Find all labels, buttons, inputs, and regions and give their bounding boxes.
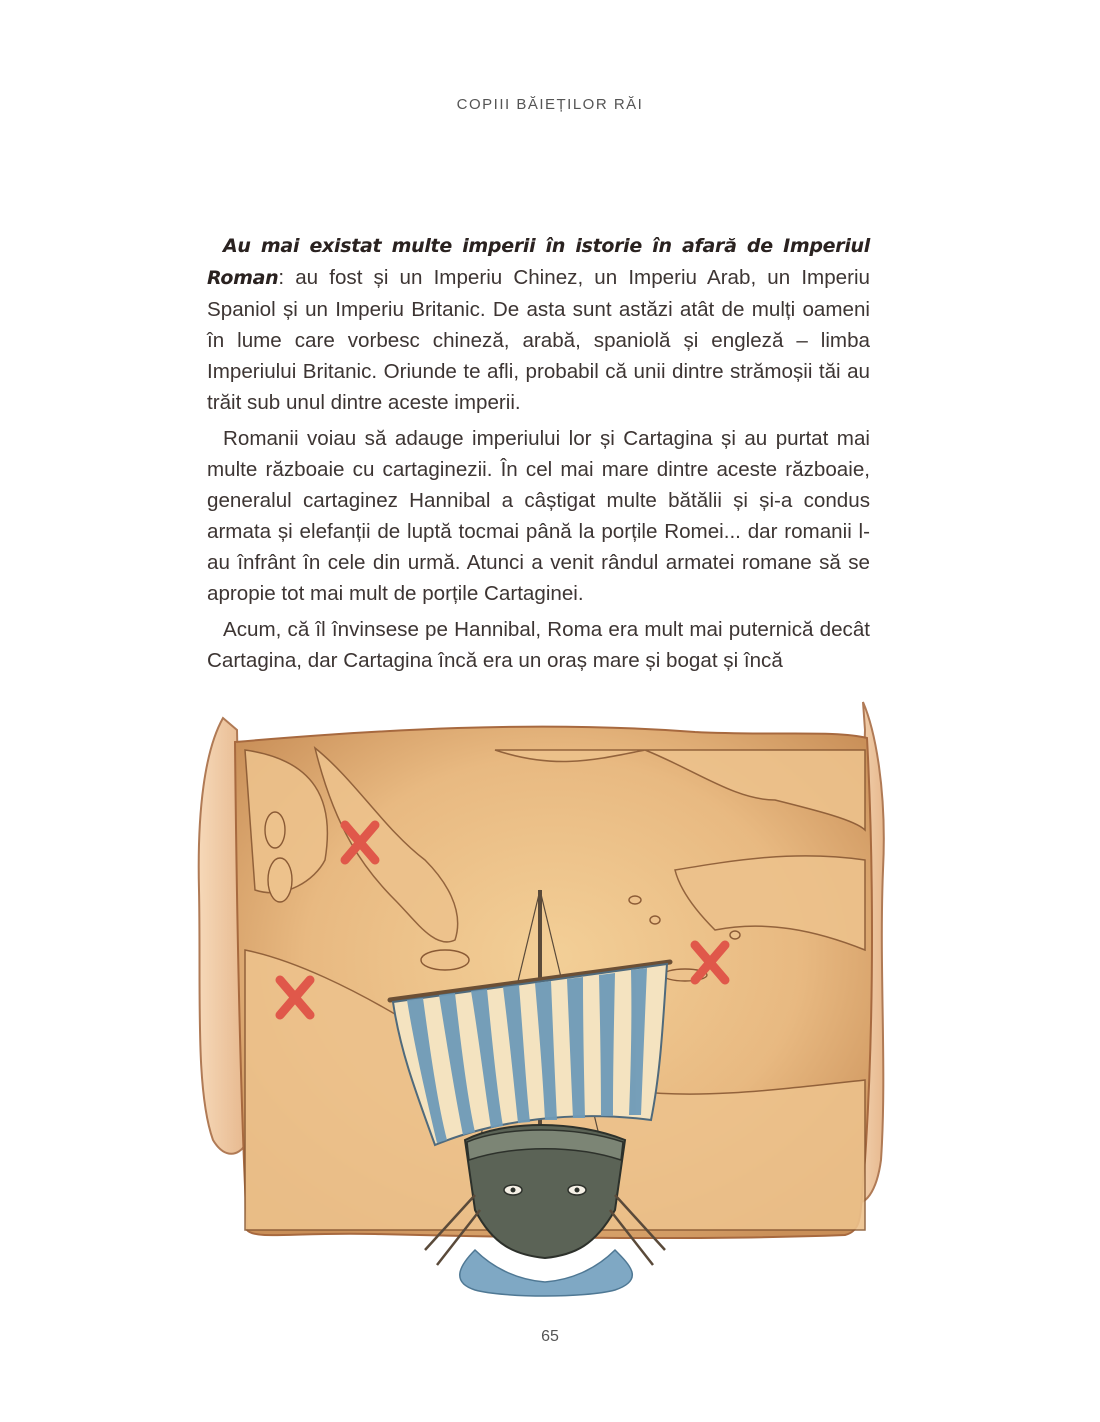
map-ship-illustration xyxy=(175,690,935,1310)
running-title: COPIII BĂIEȚILOR RĂI xyxy=(456,96,644,113)
paragraph-3: Acum, că îl învinsese pe Hannibal, Roma era mult mai puternică decât Cartagina, dar Cartagina încă era un oraș mare și bogat și încă xyxy=(207,618,870,672)
paragraph-2: Romanii voiau să adauge imperiului lor și Cartagina și au purtat mai multe războaie cu cartaginezii. În cel mai mare dintre aceste războaie, generalul cartaginez Hannibal a câștigat multe bătălii și și-a condus armata și elefanții de luptă tocmai până la porțile Romei... dar romanii l-au înfrânt în cele din urmă. Atunci a venit rândul armatei romane să se apropie tot mai mult de porțile Cartaginei. xyxy=(207,427,870,605)
page-number: 65 xyxy=(541,1328,559,1345)
body-text xyxy=(207,230,870,676)
lead-phrase: Au mai existat multe imperii în istorie în afară de Imperiul Roman xyxy=(207,235,870,289)
paragraph-1-text: : au fost și un Imperiu Chinez, un Imperiu Arab, un Imperiu Spaniol și un Imperiu Britanic. De asta sunt astăzi atât de mulți oameni în lume care vorbesc chineză, arabă, spaniolă și engleză – limba Imperiului Britanic. Oriunde te afli, probabil că unii dintre strămoșii tăi au trăit sub unul dintre aceste imperii. xyxy=(207,266,870,414)
paragraph-1 xyxy=(207,230,870,418)
